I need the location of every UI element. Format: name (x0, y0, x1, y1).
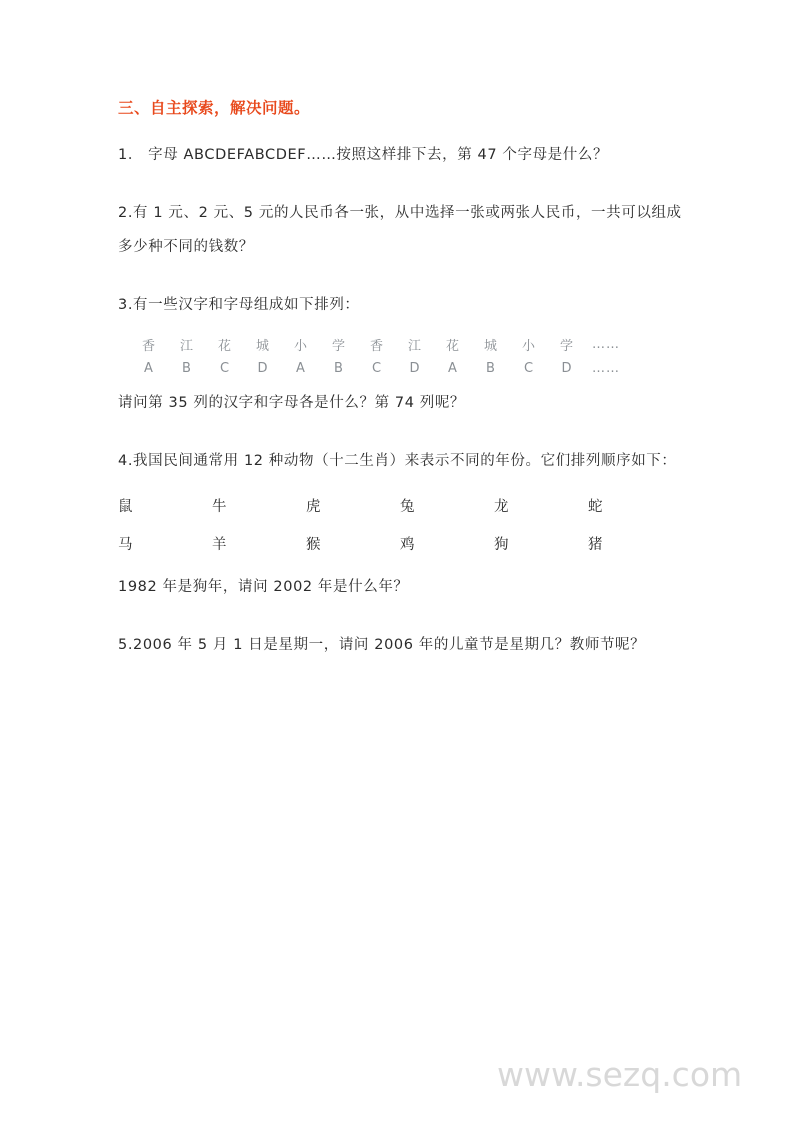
question-2: 2.有 1 元、2 元、5 元的人民币各一张，从中选择一张或两张人民币，一共可以组成多少种不同的钱数？ (118, 205, 682, 255)
pattern-cell: C (219, 360, 231, 376)
zodiac-cell: 马 (118, 537, 133, 553)
zodiac-table (118, 488, 684, 564)
question-3: 3.有一些汉字和字母组成如下排列： (118, 297, 360, 313)
section-title: 三、自主探索，解决问题。 (118, 99, 311, 117)
pattern-row-hanzi (130, 332, 684, 356)
pattern-cell: 小 (293, 338, 308, 354)
question-5: 5.2006 年 5 月 1 日是星期一，请问 2006 年的儿童节是星期几？教师节呢？ (118, 637, 646, 653)
pattern-cell: D (561, 360, 573, 376)
pattern-cell: 学 (331, 338, 346, 354)
zodiac-cell: 狗 (494, 537, 509, 553)
document-content (118, 96, 684, 686)
pattern-cell: 花 (445, 338, 460, 354)
pattern-table (130, 332, 684, 380)
zodiac-cell: 鸡 (400, 537, 415, 553)
pattern-cell: D (409, 360, 421, 376)
pattern-cell: 城 (255, 338, 270, 354)
zodiac-row-1 (118, 488, 684, 526)
pattern-cell: D (257, 360, 269, 376)
question-3-followup: 请问第 35 列的汉字和字母各是什么？第 74 列呢？ (118, 395, 466, 411)
pattern-ellipsis: …… (592, 360, 620, 376)
pattern-cell: 江 (407, 338, 422, 354)
pattern-cell: B (182, 360, 192, 376)
pattern-cell: A (448, 360, 458, 376)
zodiac-cell: 羊 (212, 537, 227, 553)
zodiac-cell: 蛇 (588, 499, 603, 515)
pattern-cell: A (296, 360, 306, 376)
pattern-cell: B (486, 360, 496, 376)
pattern-cell: 城 (483, 338, 498, 354)
zodiac-cell: 鼠 (118, 499, 133, 515)
question-4: 4.我国民间通常用 12 种动物（十二生肖）来表示不同的年份。它们排列顺序如下： (118, 453, 677, 469)
zodiac-row-2 (118, 526, 684, 564)
zodiac-cell: 牛 (212, 499, 227, 515)
question-1: 1． 字母 ABCDEFABCDEF……按照这样排下去，第 47 个字母是什么？ (118, 147, 609, 163)
pattern-cell: 香 (141, 338, 156, 354)
pattern-cell: 小 (521, 338, 536, 354)
pattern-cell: 花 (217, 338, 232, 354)
question-4-followup: 1982 年是狗年，请问 2002 年是什么年？ (118, 579, 409, 595)
watermark: www.sezq.com (497, 1055, 743, 1094)
pattern-cell: A (144, 360, 154, 376)
pattern-cell: C (371, 360, 383, 376)
pattern-row-letters (130, 356, 684, 380)
pattern-ellipsis: …… (592, 336, 620, 352)
pattern-cell: 香 (369, 338, 384, 354)
zodiac-cell: 兔 (400, 499, 415, 515)
pattern-cell: B (334, 360, 344, 376)
pattern-cell: 江 (179, 338, 194, 354)
zodiac-cell: 猴 (306, 537, 321, 553)
pattern-cell: C (523, 360, 535, 376)
zodiac-cell: 猪 (588, 537, 603, 553)
zodiac-cell: 虎 (306, 499, 321, 515)
pattern-cell: 学 (559, 338, 574, 354)
zodiac-cell: 龙 (494, 499, 509, 515)
